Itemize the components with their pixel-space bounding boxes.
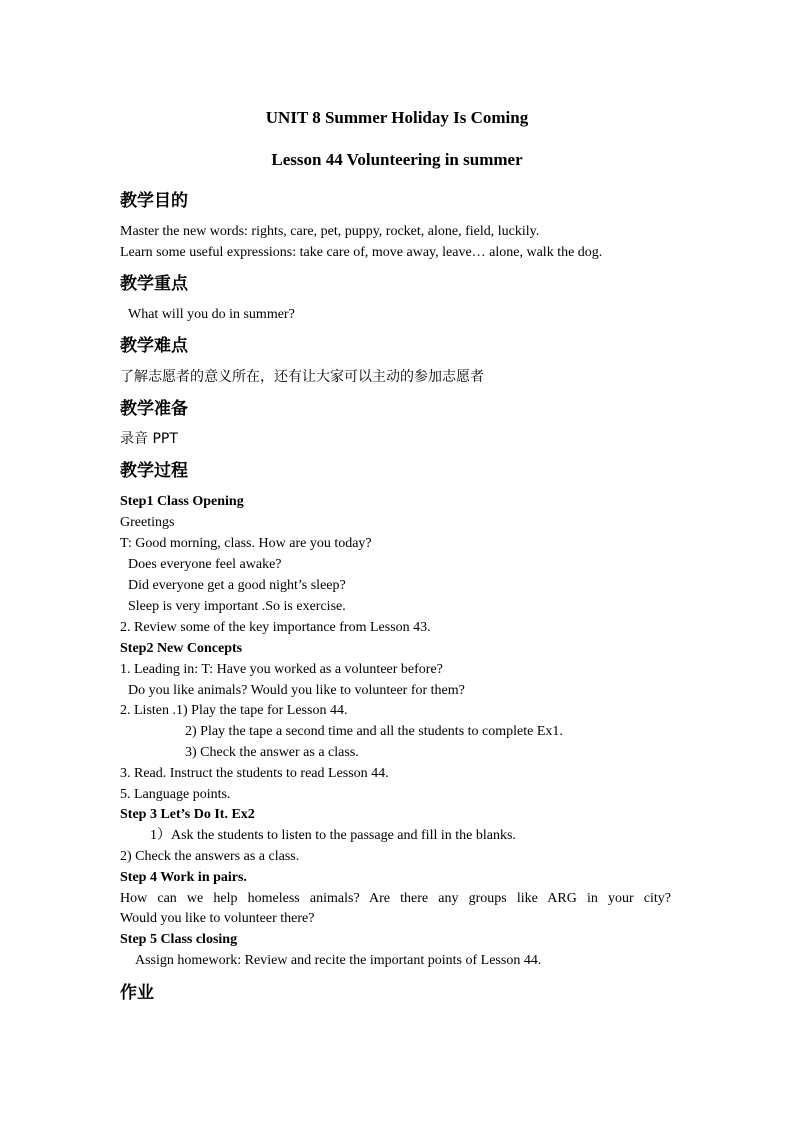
difficulties-heading: 教学难点 [120, 336, 188, 356]
preparation-heading: 教学准备 [120, 399, 188, 419]
step4-line-2: Would you like to volunteer there? [120, 911, 315, 926]
preparation-line-1: 录音 PPT [120, 431, 178, 447]
homework-heading: 作业 [120, 983, 154, 1003]
step2-line-3: 2. Listen .1) Play the tape for Lesson 44. [120, 703, 348, 718]
step2-title: Step2 New Concepts [120, 641, 243, 656]
difficulties-line-1: 了解志愿者的意义所在，还有让大家可以主动的参加志愿者 [120, 369, 484, 385]
step4-title: Step 4 Work in pairs. [120, 870, 247, 885]
process-heading: 教学过程 [120, 461, 188, 481]
key-points-line-1: What will you do in summer? [128, 307, 295, 322]
step1-line-5: Sleep is very important .So is exercise. [128, 599, 346, 614]
step2-line-5: 3) Check the answer as a class. [185, 745, 359, 760]
step1-line-1: Greetings [120, 515, 175, 530]
step1-line-2: T: Good morning, class. How are you today? [120, 536, 372, 551]
step2-line-7: 5. Language points. [120, 787, 231, 802]
step4-line-1: How can we help homeless animals? Are there any groups like ARG in your city? [120, 891, 671, 906]
step2-line-4: 2) Play the tape a second time and all the students to complete Ex1. [185, 724, 563, 739]
step2-line-6: 3. Read. Instruct the students to read Lesson 44. [120, 766, 389, 781]
step3-title: Step 3 Let’s Do It. Ex2 [120, 807, 255, 822]
objectives-line-2: Learn some useful expressions: take care of, move away, leave… alone, walk the dog. [120, 245, 603, 260]
key-points-heading: 教学重点 [120, 274, 188, 294]
unit-title: UNIT 8 Summer Holiday Is Coming [265, 108, 529, 127]
step3-line-1: 1）Ask the students to listen to the passage and fill in the blanks. [150, 828, 516, 843]
objectives-heading: 教学目的 [120, 191, 188, 211]
step2-line-1: 1. Leading in: T: Have you worked as a volunteer before? [120, 662, 443, 677]
step5-line-1: Assign homework: Review and recite the important points of Lesson 44. [135, 953, 542, 968]
step1-title: Step1 Class Opening [120, 494, 244, 509]
step1-line-3: Does everyone feel awake? [128, 557, 282, 572]
lesson-title: Lesson 44 Volunteering in summer [271, 150, 523, 169]
step2-line-2: Do you like animals? Would you like to volunteer for them? [128, 683, 465, 698]
step5-title: Step 5 Class closing [120, 932, 238, 947]
step1-line-6: 2. Review some of the key importance from Lesson 43. [120, 620, 431, 635]
step1-line-4: Did everyone get a good night’s sleep? [128, 578, 346, 593]
step3-line-2: 2) Check the answers as a class. [120, 849, 300, 864]
objectives-line-1: Master the new words: rights, care, pet, puppy, rocket, alone, field, luckily. [120, 224, 540, 239]
